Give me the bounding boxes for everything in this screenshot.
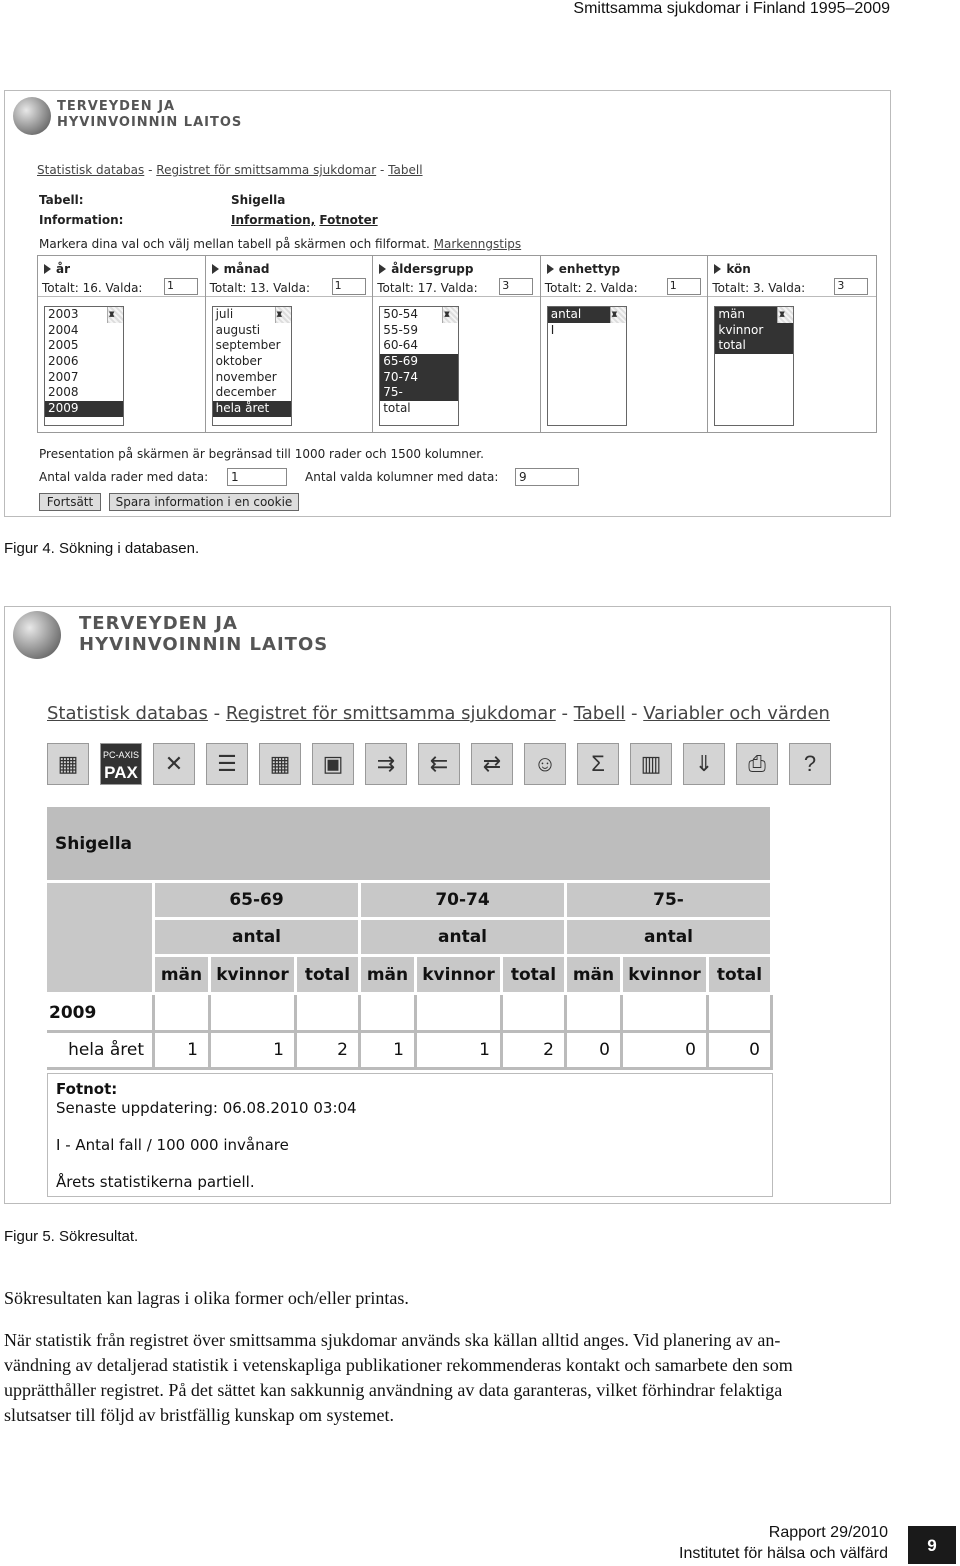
variable-header <box>206 256 373 297</box>
list-option[interactable]: antal <box>548 307 626 323</box>
pc-axis-icon[interactable] <box>100 743 142 785</box>
variable-count: Totalt: 13. Valda: <box>209 281 311 295</box>
sex-header: total <box>709 957 773 995</box>
list-option[interactable]: 75- <box>380 385 458 401</box>
list-option[interactable]: 2005 <box>48 338 79 353</box>
pax-label: PAX <box>104 763 138 782</box>
expand-arrow-icon[interactable] <box>547 264 554 274</box>
list-option[interactable]: 70-74 <box>380 370 458 386</box>
cols-input[interactable]: 9 <box>515 468 579 486</box>
list-option[interactable]: 2007 <box>48 369 79 384</box>
breadcrumb-link-variables[interactable]: Variabler och värden <box>643 703 830 724</box>
empty-cell <box>503 995 567 1033</box>
breadcrumb-link-register[interactable]: Registret för smittsamma sjukdomar <box>156 163 377 177</box>
empty-cell <box>623 995 709 1033</box>
variable-name: år <box>44 262 70 276</box>
unit-header: antal <box>155 920 361 957</box>
variable-column <box>206 256 374 432</box>
value-listbox[interactable] <box>714 306 794 426</box>
page-number: 9 <box>908 1526 956 1564</box>
value-cell: 1 <box>361 1033 417 1070</box>
list-option[interactable]: 60-64 <box>383 338 419 353</box>
footnote-label: Fotnot: <box>56 1080 118 1098</box>
breadcrumb-separator: - <box>561 703 568 724</box>
list-option[interactable]: total <box>715 338 793 354</box>
list-option[interactable]: 2008 <box>48 385 79 400</box>
logo-icon <box>13 611 61 659</box>
value-cell: 0 <box>623 1033 709 1070</box>
pivot-icon[interactable]: ⇄ <box>471 743 513 785</box>
variable-header <box>373 256 540 297</box>
info-label: Information: <box>39 213 124 227</box>
paragraph-2 <box>4 1328 894 1428</box>
breadcrumb-separator: - <box>213 703 221 724</box>
footnotes-link[interactable]: Fotnoter <box>319 213 378 227</box>
value-cell: 1 <box>417 1033 503 1070</box>
breadcrumb <box>37 163 423 177</box>
list-option[interactable]: september <box>215 338 281 353</box>
sex-header: kvinnor <box>211 957 297 995</box>
list-option[interactable]: juli <box>215 307 234 321</box>
unit-header: antal <box>361 920 567 957</box>
figure-5-caption: Figur 5. Sökresultat. <box>4 1228 139 1245</box>
list-option[interactable]: hela året <box>213 401 291 417</box>
footnote-partial: Årets statistikerna partiell. <box>56 1173 255 1191</box>
variable-count: Totalt: 17. Valda: <box>377 281 478 295</box>
scrollbar[interactable] <box>610 307 626 323</box>
paragraph-2-line: slutsatser till följd av bristfällig kunskap om systemet. <box>4 1405 394 1425</box>
variable-column <box>373 256 541 432</box>
breadcrumb-separator: - <box>631 703 638 724</box>
breadcrumb-separator: - <box>148 163 153 177</box>
import-icon[interactable]: ⇇ <box>418 743 460 785</box>
footer-institute: Institutet för hälsa och välfärd <box>679 1545 888 1562</box>
marking-tips-link[interactable]: Markenngstips <box>433 237 522 251</box>
table-title: Shigella <box>47 807 773 883</box>
logo-icon <box>13 97 51 135</box>
logo-line-1: TERVEYDEN JA <box>57 99 176 114</box>
empty-cell <box>567 995 623 1033</box>
rows-label: Antal valda rader med data: <box>39 470 209 484</box>
list-option[interactable]: 2009 <box>45 401 123 417</box>
breadcrumb <box>47 703 830 724</box>
variable-name: kön <box>714 262 750 276</box>
breadcrumb-link-database[interactable]: Statistisk databas <box>37 163 145 177</box>
variable-column <box>541 256 709 432</box>
print-icon[interactable]: ⎙ <box>736 743 778 785</box>
footnote-unit: I - Antal fall / 100 000 invånare <box>56 1136 289 1154</box>
expand-arrow-icon[interactable] <box>379 264 386 274</box>
list-option[interactable]: december <box>215 385 277 400</box>
value-listbox[interactable] <box>212 306 292 426</box>
breadcrumb-separator: - <box>380 163 385 177</box>
age-group-header: 75- <box>567 883 773 920</box>
tabell-label: Tabell: <box>39 193 84 207</box>
list-option[interactable]: oktober <box>215 354 262 369</box>
person-icon[interactable]: ☺ <box>524 743 566 785</box>
pc-axis-label: PC-AXIS <box>102 750 139 760</box>
sex-header: män <box>361 957 417 995</box>
sex-header: kvinnor <box>417 957 503 995</box>
selected-count-input[interactable]: 3 <box>499 278 533 295</box>
empty-cell <box>211 995 297 1033</box>
export-icon[interactable]: ⇉ <box>365 743 407 785</box>
variable-column <box>38 256 206 432</box>
variable-count: Totalt: 16. Valda: <box>42 281 143 295</box>
selected-count-input[interactable]: 1 <box>164 278 198 295</box>
stub-header <box>47 883 155 995</box>
paragraph-2-line: upprätthåller registret. På det sättet kan sakkunnig användning av data garanteras, vilket förhindrar felaktiga <box>4 1380 783 1400</box>
tabell-value: Shigella <box>231 193 286 207</box>
value-cell: 1 <box>155 1033 211 1070</box>
list-option[interactable]: 2003 <box>48 307 79 321</box>
sex-header: män <box>567 957 623 995</box>
figure-4-screenshot <box>4 90 891 517</box>
presentation-note: Presentation på skärmen är begränsad till 1000 rader och 1500 kolumner. <box>39 447 484 461</box>
list-option[interactable]: 2006 <box>48 354 79 369</box>
selected-count-input[interactable]: 3 <box>834 278 868 295</box>
empty-cell <box>709 995 773 1033</box>
help-icon[interactable]: ? <box>789 743 831 785</box>
logo-line-2: HYVINVOINNIN LAITOS <box>57 115 243 130</box>
list-option[interactable]: kvinnor <box>715 323 793 339</box>
instruction-text: Markera dina val och välj mellan tabell på skärmen och filformat. <box>39 237 430 251</box>
scrollbar[interactable] <box>275 307 291 323</box>
variable-column <box>708 256 876 432</box>
value-listbox[interactable] <box>547 306 627 426</box>
sex-header: män <box>155 957 211 995</box>
rows-input[interactable]: 1 <box>227 468 287 486</box>
list-option[interactable]: augusti <box>215 322 261 337</box>
text-file-icon[interactable]: ☰ <box>206 743 248 785</box>
save-icon[interactable]: ▣ <box>312 743 354 785</box>
value-listbox[interactable] <box>44 306 124 426</box>
scrollbar[interactable] <box>442 307 458 323</box>
variable-panel <box>37 255 877 433</box>
variable-name: åldersgrupp <box>379 262 473 276</box>
selected-count-input[interactable]: 1 <box>332 278 366 295</box>
list-option[interactable]: 65-69 <box>380 354 458 370</box>
list-option[interactable]: 55-59 <box>383 322 419 337</box>
instruction <box>39 237 521 251</box>
age-group-header: 65-69 <box>155 883 361 920</box>
variable-header <box>541 256 708 297</box>
excel-icon[interactable]: ✕ <box>153 743 195 785</box>
down-arrow-icon[interactable]: ⇓ <box>683 743 725 785</box>
breadcrumb-link-table[interactable]: Tabell <box>573 703 626 724</box>
value-cell: 0 <box>567 1033 623 1070</box>
value-cell: 1 <box>211 1033 297 1070</box>
scrollbar[interactable] <box>777 307 793 323</box>
empty-cell <box>297 995 361 1033</box>
cols-label: Antal valda kolumner med data: <box>305 470 499 484</box>
age-group-header: 70-74 <box>361 883 567 920</box>
list-option[interactable]: I <box>550 322 555 337</box>
information-link[interactable]: Information, <box>231 213 316 227</box>
list-option[interactable]: total <box>383 401 411 416</box>
variable-count: Totalt: 3. Valda: <box>712 281 806 295</box>
value-cell: 2 <box>297 1033 361 1070</box>
sex-header: total <box>503 957 567 995</box>
breadcrumb-link-table[interactable]: Tabell <box>388 163 423 177</box>
grid-icon[interactable]: ▦ <box>259 743 301 785</box>
value-cell: 0 <box>709 1033 773 1070</box>
logo-line-1: TERVEYDEN JA <box>79 613 238 634</box>
variable-name: månad <box>212 262 270 276</box>
year-label: 2009 <box>47 995 155 1033</box>
paragraph-2-line: När statistik från registret över smittsamma sjukdomar används ska källan alltid anges. Vid planering av an- <box>4 1330 781 1350</box>
footer-report: Rapport 29/2010 <box>768 1524 888 1541</box>
sum-icon[interactable]: Σ <box>577 743 619 785</box>
info-links <box>231 213 378 227</box>
logo-line-2: HYVINVOINNIN LAITOS <box>79 634 329 655</box>
chart-icon[interactable]: ▥ <box>630 743 672 785</box>
value-cell: 2 <box>503 1033 567 1070</box>
list-option[interactable]: 50-54 <box>383 307 419 321</box>
empty-cell <box>361 995 417 1033</box>
list-option[interactable]: november <box>215 369 277 384</box>
toolbar <box>47 743 847 787</box>
expand-arrow-icon[interactable] <box>44 264 51 274</box>
result-table <box>47 807 773 1197</box>
breadcrumb-link-database[interactable]: Statistisk databas <box>47 703 208 724</box>
running-header: Smittsamma sjukdomar i Finland 1995–2009 <box>573 0 890 17</box>
variable-header <box>708 256 876 297</box>
selected-count-input[interactable]: 1 <box>667 278 701 295</box>
variable-header <box>38 256 205 297</box>
list-option[interactable]: män <box>715 307 793 323</box>
breadcrumb-link-register[interactable]: Registret för smittsamma sjukdomar <box>225 703 556 724</box>
save-cookie-button[interactable]: Spara information i en cookie <box>109 493 299 511</box>
figure-5-screenshot <box>4 606 891 1204</box>
footnote-update: Senaste uppdatering: 06.08.2010 03:04 <box>56 1099 357 1117</box>
paragraph-2-line: vändning av detaljerad statistik i vetenskapliga publikationer rekommenderas kontakt och samarbete den som <box>4 1355 793 1375</box>
row-label: hela året <box>47 1033 155 1070</box>
value-listbox[interactable] <box>379 306 459 426</box>
sex-header: kvinnor <box>623 957 709 995</box>
footnote <box>47 1073 773 1197</box>
figure-4-caption: Figur 4. Sökning i databasen. <box>4 540 200 557</box>
list-option[interactable]: 2004 <box>48 322 79 337</box>
empty-cell <box>155 995 211 1033</box>
variable-count: Totalt: 2. Valda: <box>544 281 638 295</box>
variable-name: enhettyp <box>547 262 620 276</box>
table-icon[interactable]: ▦ <box>47 743 89 785</box>
expand-arrow-icon[interactable] <box>714 264 721 274</box>
expand-arrow-icon[interactable] <box>212 264 219 274</box>
scrollbar[interactable] <box>107 307 123 323</box>
empty-cell <box>417 995 503 1033</box>
sex-header: total <box>297 957 361 995</box>
paragraph-1: Sökresultaten kan lagras i olika former och/eller printas. <box>4 1288 409 1308</box>
unit-header: antal <box>567 920 773 957</box>
continue-button[interactable]: Fortsätt <box>39 493 101 511</box>
